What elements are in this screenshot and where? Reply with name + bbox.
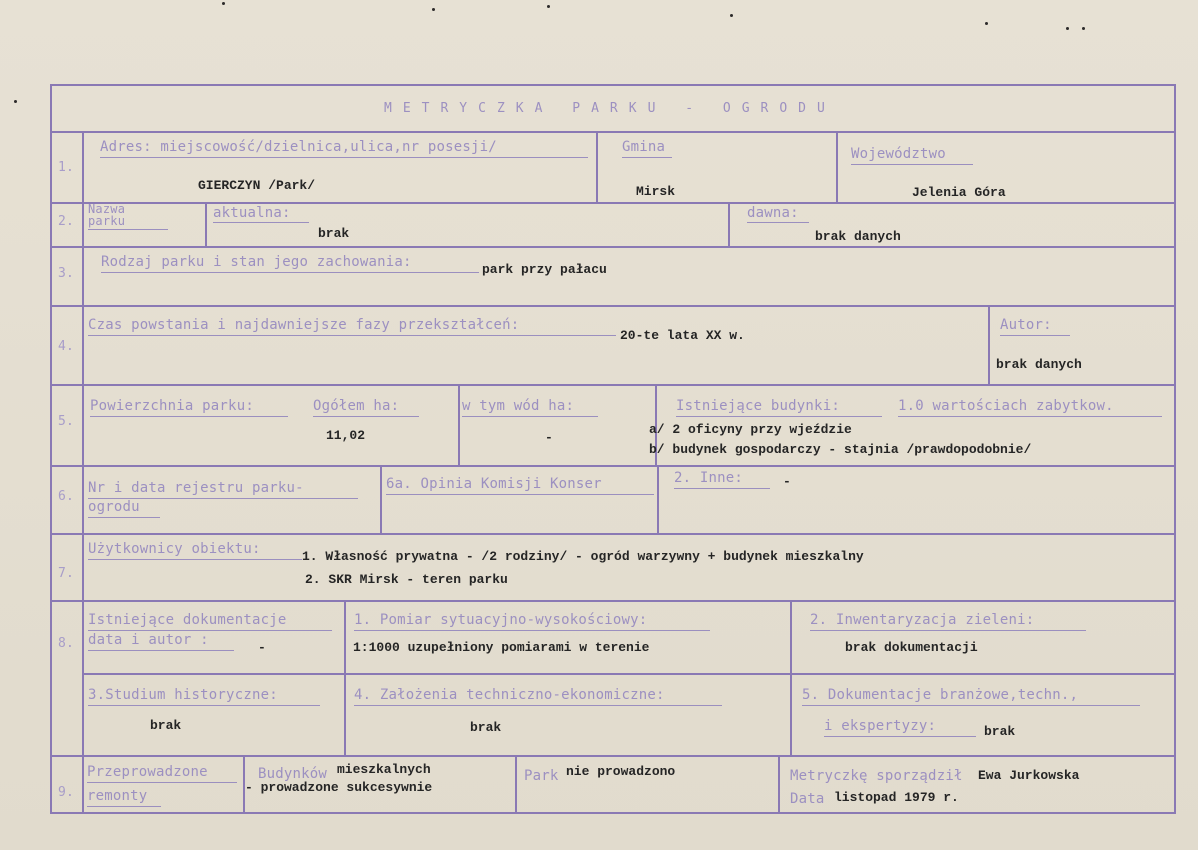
gmina-label: Gmina	[622, 139, 666, 155]
underline	[386, 494, 654, 495]
row-number: 9.	[58, 785, 75, 800]
row-number: 7.	[58, 566, 75, 581]
divider	[778, 755, 780, 814]
underline	[1000, 335, 1070, 336]
row-number: 1.	[58, 160, 75, 175]
building-item: b/ budynek gospodarczy - stajnia /prawdopodobnie/	[649, 442, 1032, 457]
existing-docs-label: data i autor :	[88, 632, 209, 648]
divider	[344, 600, 346, 755]
origin-label: Czas powstania i najdawniejsze fazy przekształceń:	[88, 317, 520, 333]
row-number: 5.	[58, 414, 75, 429]
ink-speck	[14, 100, 17, 103]
user-item: 1. Własność prywatna - /2 rodziny/ - ogród warzywny + budynek mieszkalny	[302, 549, 864, 564]
branch-docs-label: i ekspertyzy:	[824, 718, 937, 734]
underline	[313, 416, 419, 417]
underline	[88, 517, 160, 518]
voivodeship-label: Województwo	[851, 146, 946, 162]
date-value: listopad 1979 r.	[834, 790, 959, 805]
row-number: 6.	[58, 489, 75, 504]
buildings-note-label: 1.0 wartościach zabytkow.	[898, 398, 1114, 414]
tech-econ-label: 4. Założenia techniczno-ekonomiczne:	[354, 687, 665, 703]
divider	[205, 202, 207, 246]
underline	[87, 782, 237, 783]
underline	[354, 705, 722, 706]
underline	[88, 229, 168, 230]
voivodeship-value: Jelenia Góra	[912, 185, 1006, 200]
park-type-label: Rodzaj parku i stan jego zachowania:	[101, 254, 412, 270]
underline	[824, 736, 976, 737]
ink-speck	[1066, 27, 1069, 30]
survey-label: 1. Pomiar sytuacyjno-wysokościowy:	[354, 612, 648, 628]
underline	[747, 222, 809, 223]
underline	[88, 705, 320, 706]
divider	[50, 384, 1176, 386]
divider	[596, 131, 598, 202]
divider	[657, 465, 659, 533]
compiled-by-label: Metryczkę sporządził	[790, 768, 963, 784]
divider	[50, 202, 1176, 204]
total-area-value: 11,02	[326, 428, 366, 443]
underline	[354, 630, 710, 631]
building-item: a/ 2 oficyny przy wjeździe	[649, 422, 852, 437]
user-item: 2. SKR Mirsk - teren parku	[305, 572, 508, 587]
ink-speck	[1082, 27, 1085, 30]
branch-docs-value: brak	[984, 724, 1016, 739]
park-type-value: park przy pałacu	[482, 262, 607, 277]
total-area-label: Ogółem ha:	[313, 398, 400, 414]
underline	[90, 416, 288, 417]
current-name-value: brak	[318, 226, 350, 241]
underline	[88, 630, 332, 631]
divider	[50, 755, 1176, 757]
date-label: Data	[790, 791, 825, 807]
users-label: Użytkownicy obiektu:	[88, 541, 261, 557]
row-number: 4.	[58, 339, 75, 354]
divider	[988, 305, 990, 384]
underline	[88, 559, 302, 560]
history-label: 3.Studium historyczne:	[88, 687, 278, 703]
repairs-label: Przeprowadzone	[87, 764, 208, 780]
underline	[213, 222, 309, 223]
underline	[88, 650, 234, 651]
divider	[790, 600, 792, 755]
divider	[728, 202, 730, 246]
branch-docs-label: 5. Dokumentacje branżowe,techn.,	[802, 687, 1079, 703]
other-value: -	[783, 474, 791, 489]
opinion-label: 6a. Opinia Komisji Konser	[386, 476, 602, 492]
buildings-repairs-value: - prowadzone sukcesywnie	[245, 780, 433, 795]
park-repairs-label: Park	[524, 768, 559, 784]
divider	[836, 131, 838, 202]
divider	[50, 465, 1176, 467]
ink-speck	[547, 5, 550, 8]
buildings-repairs-label: Budynków	[258, 766, 328, 782]
name-label: parku	[88, 214, 126, 228]
address-value: GIERCZYN /Park/	[198, 178, 316, 193]
divider	[50, 533, 1176, 535]
repairs-label: remonty	[87, 788, 148, 804]
divider	[50, 600, 1176, 602]
survey-value: 1:1000 uzupełniony pomiarami w terenie	[353, 640, 650, 655]
history-value: brak	[150, 718, 182, 733]
divider	[50, 305, 1176, 307]
row-number: 8.	[58, 636, 75, 651]
tech-econ-value: brak	[470, 720, 502, 735]
greenery-value: brak dokumentacji	[845, 640, 978, 655]
existing-docs-value: -	[258, 640, 266, 655]
ink-speck	[222, 2, 225, 5]
water-area-value: -	[545, 430, 553, 445]
author-value: brak danych	[996, 357, 1082, 372]
author-label: Autor:	[1000, 317, 1052, 333]
divider	[50, 131, 1176, 133]
underline	[802, 705, 1140, 706]
underline	[100, 157, 588, 158]
park-repairs-value: nie prowadzono	[566, 764, 676, 779]
greenery-label: 2. Inwentaryzacja zieleni:	[810, 612, 1035, 628]
divider	[458, 384, 460, 465]
former-name-value: brak danych	[815, 229, 901, 244]
buildings-label: Istniejące budynki:	[676, 398, 840, 414]
underline	[87, 806, 161, 807]
compiled-by-value: Ewa Jurkowska	[978, 768, 1080, 783]
gmina-value: Mirsk	[636, 184, 676, 199]
row-number: 3.	[58, 266, 75, 281]
register-label: Nr i data rejestru parku-	[88, 480, 304, 496]
divider	[50, 246, 1176, 248]
underline	[898, 416, 1162, 417]
ink-speck	[985, 22, 988, 25]
row-number: 2.	[58, 214, 75, 229]
water-area-label: w tym wód ha:	[462, 398, 575, 414]
underline	[101, 272, 479, 273]
address-label: Adres: miejscowość/dzielnica,ulica,nr posesji/	[100, 139, 497, 155]
underline	[676, 416, 882, 417]
origin-value: 20-te lata XX w.	[620, 328, 745, 343]
underline	[810, 630, 1086, 631]
register-label: ogrodu	[88, 499, 140, 515]
buildings-repairs-value: mieszkalnych	[337, 762, 431, 777]
divider	[515, 755, 517, 814]
name-label: Nazwa	[88, 202, 126, 216]
underline	[851, 164, 973, 165]
number-column-line	[82, 131, 84, 814]
former-name-label: dawna:	[747, 205, 799, 221]
current-name-label: aktualna:	[213, 205, 291, 221]
form-title: METRYCZKA PARKU - OGRODU	[384, 101, 836, 116]
ink-speck	[730, 14, 733, 17]
area-label: Powierzchnia parku:	[90, 398, 254, 414]
underline	[462, 416, 598, 417]
existing-docs-label: Istniejące dokumentacje	[88, 612, 287, 628]
divider	[380, 465, 382, 533]
divider	[82, 673, 1176, 675]
ink-speck	[432, 8, 435, 11]
underline	[674, 488, 770, 489]
other-label: 2. Inne:	[674, 470, 744, 486]
underline	[88, 335, 616, 336]
underline	[622, 157, 672, 158]
